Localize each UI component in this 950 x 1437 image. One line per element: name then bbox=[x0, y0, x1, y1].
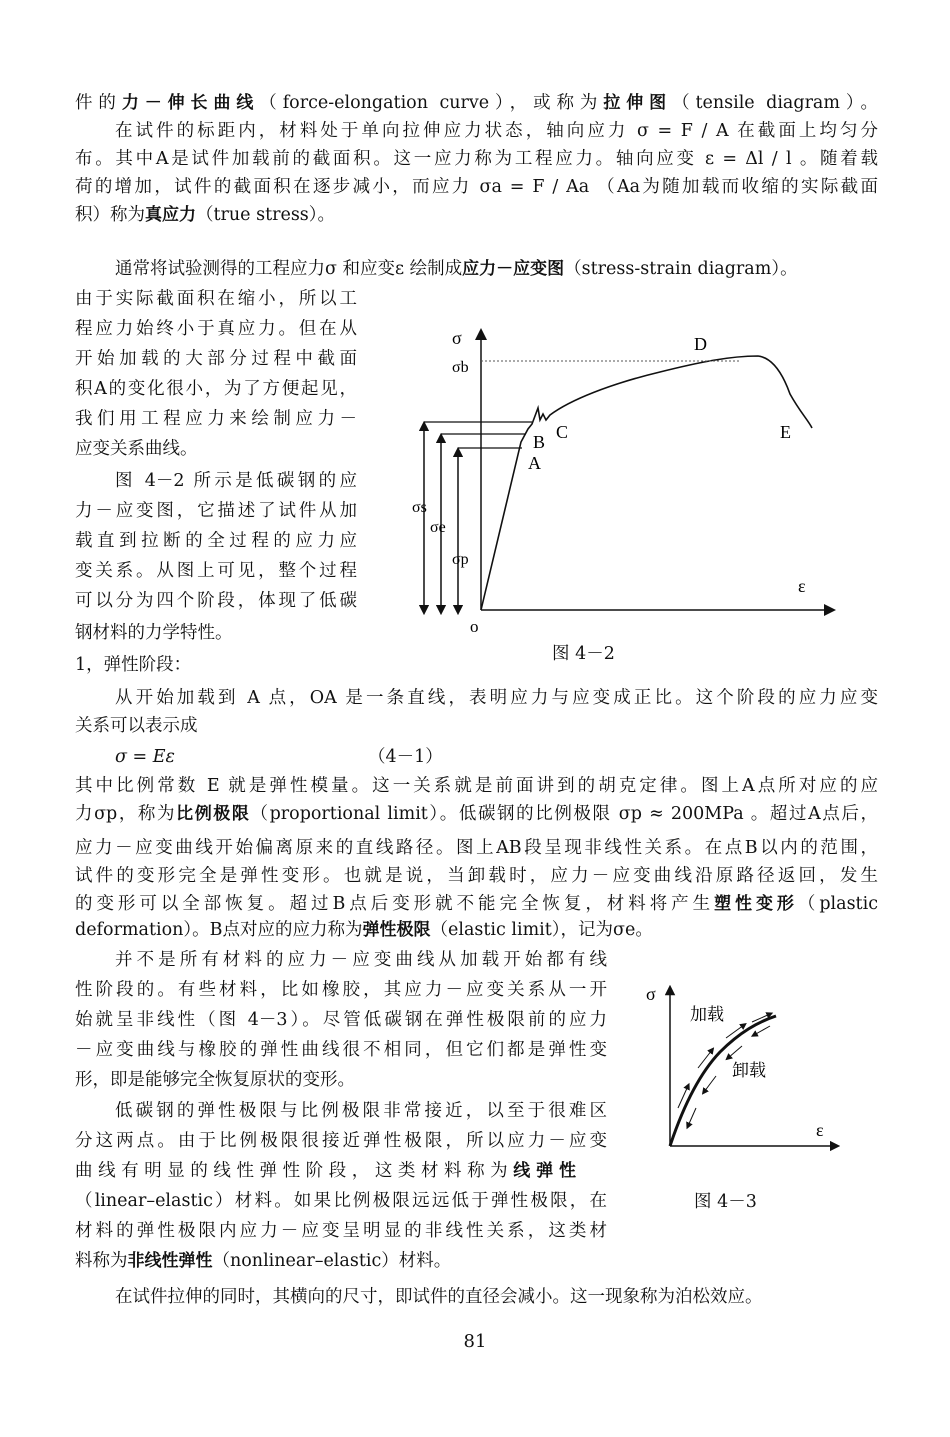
text-line: 从开始加载到 A 点，OA 是一条直线，表明应力与应变成正比。这个阶段的应力应变 bbox=[115, 688, 878, 708]
label-sigma-b: σb bbox=[452, 359, 469, 376]
text-line: 曲 线 有 明 显 的 线 性 弹 性 阶 段 ， 这 类 材 料 称 为 线 弹 性 bbox=[75, 1161, 577, 1181]
text-line: 程应力始终小于真应力。但在从 bbox=[75, 319, 357, 339]
text-line: 布。其中A是试件加载前的截面积。这一应力称为工程应力。轴向应变 ε = Δl / l 。随着载 bbox=[75, 149, 878, 169]
text-line: 图 4－2 所示是低碳钢的应 bbox=[115, 471, 357, 491]
unloading-arrow bbox=[728, 1046, 742, 1058]
text-line: 始就呈非线性（图 4－3）。尽管低碳钢在弹性极限前的应力 bbox=[75, 1010, 607, 1030]
text-line: 通常将试验测得的工程应力σ 和应变ε 绘制成应力－应变图（stress-strain diagram）。 bbox=[115, 259, 798, 279]
figure-4-3-caption: 图 4－3 bbox=[694, 1192, 757, 1212]
text-line: 力－应变图，它描述了试件从加 bbox=[75, 501, 357, 521]
loading-arrow bbox=[726, 1025, 744, 1038]
text-line: 分这两点。由于比例极限很接近弹性极限，所以应力－应变 bbox=[75, 1131, 607, 1151]
figure-4-3-rubber bbox=[640, 980, 840, 1155]
text-line: 并不是所有材料的应力－应变曲线从加载开始都有线 bbox=[115, 950, 607, 970]
text-line: 由于实际截面积在缩小，所以工 bbox=[75, 289, 357, 309]
text-line: 其中比例常数 E 就是弹性模量。这一关系就是前面讲到的胡克定律。图上A点所对应的应 bbox=[75, 776, 878, 796]
label-E: E bbox=[780, 422, 791, 442]
text-line: 我们用工程应力来绘制应力－ bbox=[75, 409, 357, 429]
elastic-curve bbox=[670, 1016, 776, 1146]
text-line: 积A的变化很小，为了方便起见， bbox=[75, 379, 357, 399]
label-sigma-e: σe bbox=[430, 519, 446, 536]
text-line: 载直到拉断的全过程的应力应 bbox=[75, 531, 357, 551]
equation: σ = Eε bbox=[115, 747, 175, 767]
label-loading: 加载 bbox=[690, 1005, 724, 1024]
label-sigma: σ bbox=[646, 984, 656, 1004]
equation-number: （4－1） bbox=[368, 747, 443, 767]
text-line: 荷的增加，试件的截面积在逐步减小，而应力 σa = F / Aa （Aa为随加载而收缩的实际截面 bbox=[75, 177, 878, 197]
text-line: 积）称为真应力（true stress）。 bbox=[75, 205, 336, 225]
label-unloading: 卸载 bbox=[732, 1061, 766, 1080]
label-origin: o bbox=[470, 617, 479, 636]
unloading-arrow bbox=[704, 1076, 716, 1092]
text-line: deformation）。B点对应的应力称为弹性极限（elastic limit），记为σe。 bbox=[75, 920, 653, 940]
unloading-arrow bbox=[754, 1026, 770, 1035]
label-A: A bbox=[528, 453, 541, 473]
text-line: 在试件拉伸的同时，其横向的尺寸，即试件的直径会减小。这一现象称为泊松效应。 bbox=[115, 1287, 763, 1307]
text-line: 开始加载的大部分过程中截面 bbox=[75, 349, 357, 369]
figure-4-2-caption: 图 4－2 bbox=[552, 644, 615, 664]
text-line: 试件的变形完全是弹性变形。也就是说，当卸载时，应力－应变曲线沿原路径返回，发生 bbox=[75, 866, 878, 886]
text-line: 应变关系曲线。 bbox=[75, 439, 198, 459]
stress-strain-curve bbox=[481, 356, 812, 610]
label-epsilon: ε bbox=[816, 1120, 824, 1140]
text-line: 件的力－伸长曲线（force-elongation curve），或称为拉伸图（tensile diagram）。 bbox=[75, 93, 879, 113]
label-sigma-s: σs bbox=[412, 499, 427, 516]
section-heading: 1，弹性阶段： bbox=[75, 655, 192, 675]
text-line: 形，即是能够完全恢复原状的变形。 bbox=[75, 1070, 355, 1090]
label-B: B bbox=[533, 432, 546, 452]
label-epsilon: ε bbox=[798, 576, 806, 596]
label-D: D bbox=[694, 334, 707, 354]
text-line: 低碳钢的弹性极限与比例极限非常接近，以至于很难区 bbox=[115, 1101, 607, 1121]
page-number: 81 bbox=[463, 1331, 487, 1352]
label-C: C bbox=[556, 422, 569, 442]
label-sigma-p: σp bbox=[452, 551, 469, 568]
text-line: 力σp，称为比例极限（proportional limit）。低碳钢的比例极限 σp ≈ 200MPa 。超过A点后， bbox=[75, 804, 878, 824]
text-line: 变关系。从图上可见，整个过程 bbox=[75, 561, 357, 581]
text-line: －应变曲线与橡胶的弹性曲线很不相同，但它们都是弹性变 bbox=[75, 1040, 607, 1060]
text-line: 应力－应变曲线开始偏离原来的直线路径。图上AB段呈现非线性关系。在点B以内的范围， bbox=[75, 838, 878, 858]
text-line: 关系可以表示成 bbox=[75, 716, 198, 736]
text-line: （linear–elastic）材料。如果比例极限远远低于弹性极限，在 bbox=[75, 1191, 607, 1211]
text-line: 的变形可以全部恢复。超过B点后变形就不能完全恢复，材料将产生塑性变形（plastic bbox=[75, 894, 878, 914]
text-line: 钢材料的力学特性。 bbox=[75, 623, 233, 643]
text-line: 在试件的标距内，材料处于单向拉伸应力状态，轴向应力 σ = F / A 在截面上均匀分 bbox=[115, 121, 878, 141]
label-sigma: σ bbox=[452, 328, 462, 348]
text-line: 可以分为四个阶段，体现了低碳 bbox=[75, 591, 357, 611]
figure-4-2-stress-strain bbox=[400, 320, 840, 665]
text-line: 性阶段的。有些材料，比如橡胶，其应力－应变关系从一开 bbox=[75, 980, 607, 1000]
unloading-arrow bbox=[688, 1108, 696, 1126]
text-line: 料称为非线性弹性（nonlinear–elastic）材料。 bbox=[75, 1251, 452, 1271]
text-line: 材料的弹性极限内应力－应变呈明显的非线性关系，这类材 bbox=[75, 1221, 607, 1241]
